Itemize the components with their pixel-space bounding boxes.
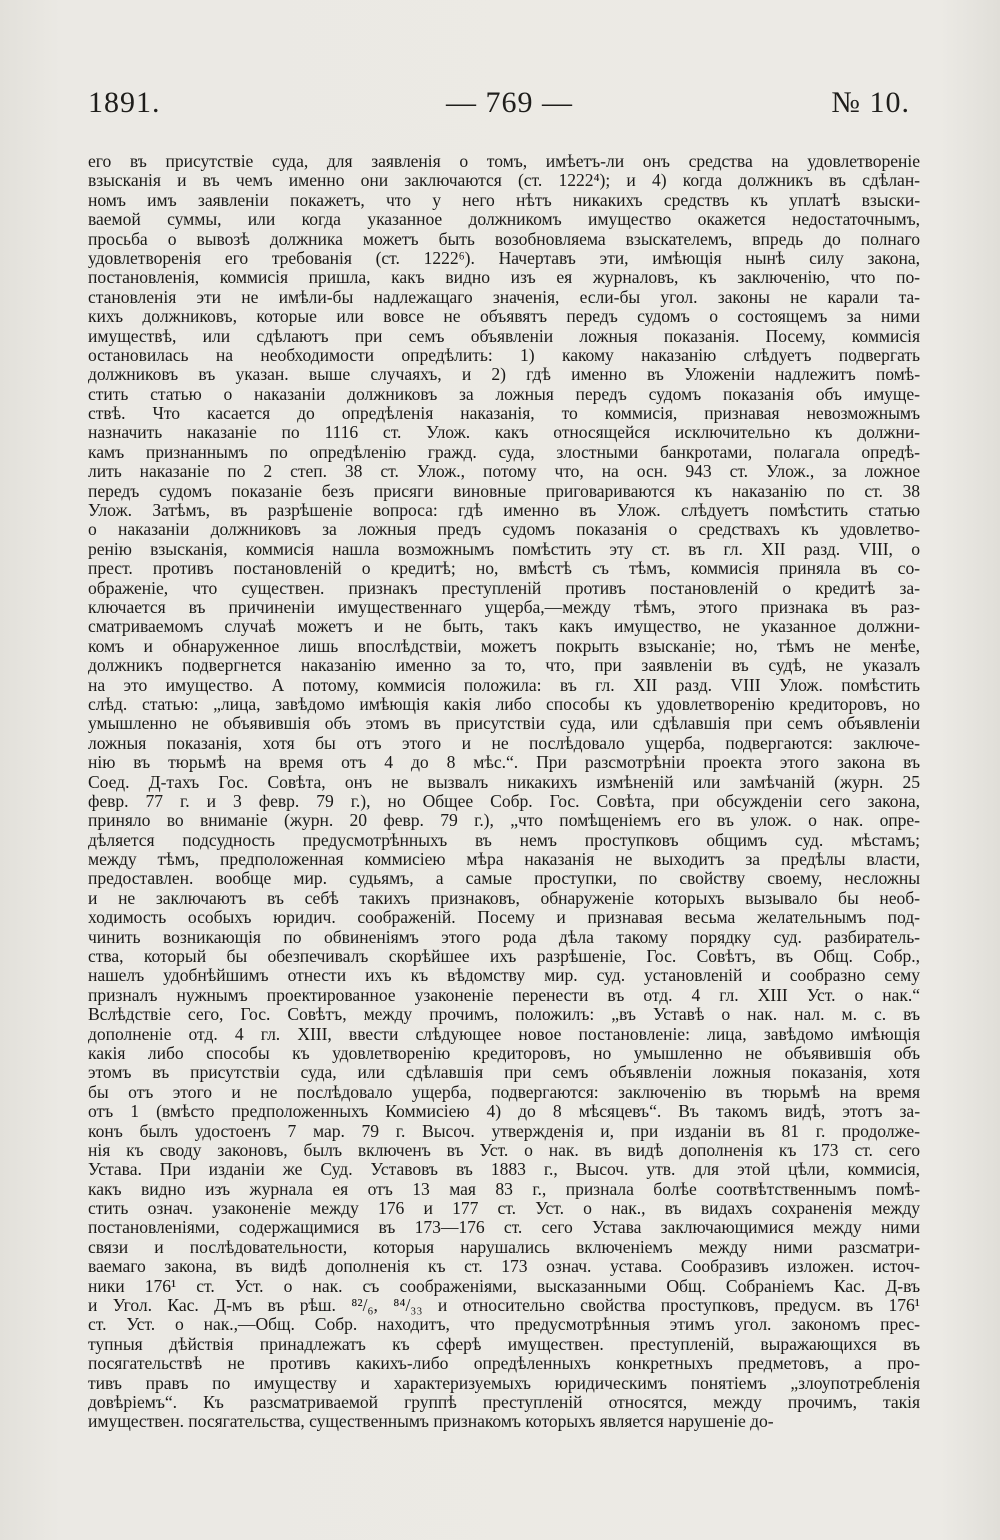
text-line: просьба о вывозѣ должника можетъ быть возобновляема взыскателемъ, впредь до полнаго bbox=[88, 229, 920, 249]
text-line: взысканія и въ чемъ именно они заключаются (ст. 1222⁴); и 4) когда должникъ въ сдѣлан- bbox=[88, 171, 920, 191]
text-line: отъ 1 (вмѣсто предположенныхъ Коммисіею 4) до 8 мѣсяцевъ“. Въ такомъ видѣ, этотъ за- bbox=[88, 1102, 920, 1122]
text-line: сматриваемомъ случаѣ можетъ и не быть, такъ какъ имущество, не указанное должни- bbox=[88, 617, 920, 637]
text-line: между тѣмъ, предположенная коммисіею мѣра наказанія не выходитъ за предѣлы власти, bbox=[88, 850, 920, 870]
text-line: этомъ въ присутствіи суда, или сдѣлавшія при семъ объявленіи ложныя показанія, хотя bbox=[88, 1063, 920, 1083]
text-line: назначить наказаніе по 1116 ст. Улож. какъ относящейся исключительно къ должни- bbox=[88, 423, 920, 443]
text-line: становленія эти не имѣли-бы надлежащаго значенія, если-бы угол. законы не карали та- bbox=[88, 287, 920, 307]
header-issue-number: № 10. bbox=[831, 86, 910, 119]
text-line: ображеніе, что существен. признакъ преступленій противъ постановленій о кредитѣ за- bbox=[88, 578, 920, 598]
text-line: имуществѣ, или сдѣлаютъ при семъ объявленіи ложныя показанія. Посему, коммисія bbox=[88, 326, 920, 346]
text-line: Вслѣдствіе сего, Гос. Совѣтъ, между прочимъ, положилъ: „въ Уставѣ о нак. нал. м. с. въ bbox=[88, 1005, 920, 1025]
text-line: довѣріемъ“. Къ разсматриваемой группѣ преступленій относятся, между прочимъ, такія bbox=[88, 1393, 920, 1412]
text-line: кихъ должниковъ, которые или вовсе не объявятъ передъ судомъ о состоящемъ за ними bbox=[88, 307, 920, 327]
text-line: передъ судомъ показаніе безъ присяги виновные приговариваются къ наказанію по ст. 38 bbox=[88, 481, 920, 501]
text-line: стить статью о наказаніи должниковъ за ложныя передъ судомъ показанія объ имуще- bbox=[88, 384, 920, 404]
text-line: какъ видно изъ журнала ея отъ 13 мая 83 г., признала болѣе соотвѣтственнымъ помѣ- bbox=[88, 1179, 920, 1199]
text-line: ваемой суммы, или когда указанное должникомъ имущество окажется недостаточнымъ, bbox=[88, 210, 920, 230]
text-line: февр. 77 г. и 3 февр. 79 г.), но Общее Собр. Гос. Совѣта, при обсужденіи сего закона, bbox=[88, 791, 920, 811]
text-line: постановленія, коммисія пришла, какъ видно изъ ея журналовъ, къ заключенію, что по- bbox=[88, 268, 920, 288]
text-line: умышленно не объявившія объ этомъ въ присутствіи суда, или сдѣлавшія при семъ объявленіи bbox=[88, 714, 920, 734]
text-line: о наказаніи должниковъ за ложныя предъ судомъ показанія о средствахъ къ удовлетво- bbox=[88, 520, 920, 540]
text-line: ключается въ причиненіи имущественнаго ущерба,—между тѣмъ, этого признака въ раз- bbox=[88, 597, 920, 617]
text-line: нія къ своду законовъ, былъ включенъ въ Уст. о нак. въ видѣ дополненія къ 173 ст. сего bbox=[88, 1140, 920, 1160]
text-line: ст. Уст. о нак.,—Общ. Собр. находитъ, что предусмотрѣнныя этимъ угол. закономъ прес- bbox=[88, 1315, 920, 1335]
body-text bbox=[88, 152, 920, 1432]
text-line: удовлетворенія его требованія (ст. 1222⁶). Начертавъ эти, имѣющія нынѣ силу закона, bbox=[88, 248, 920, 268]
text-line: какія либо способы къ удовлетворенію кредиторовъ, но умышленно не объявившія объ bbox=[88, 1043, 920, 1063]
text-line: предоставлен. вообще мир. судьямъ, а самые проступки, по свойству своему, несложны bbox=[88, 869, 920, 889]
text-line: и не заключаютъ въ себѣ такихъ признаковъ, обнаруженіе которыхъ вызывало бы необ- bbox=[88, 888, 920, 908]
text-line: остановилась на необходимости опредѣлить: 1) какому наказанію слѣдуетъ подвергать bbox=[88, 345, 920, 365]
text-line: ложныя показанія, хотя бы отъ этого и не послѣдовало ущерба, подвергаются: заключе- bbox=[88, 733, 920, 753]
text-line: конъ былъ удостоенъ 7 мар. 79 г. Высоч. утвержденія и, при изданіи въ 81 г. продолже- bbox=[88, 1121, 920, 1141]
text-line: посягательствѣ не противъ какихъ-либо опредѣленныхъ конкретныхъ предметовъ, а про- bbox=[88, 1354, 920, 1374]
text-line: призналъ нужнымъ проектированное узаконеніе перенести въ отд. 4 гл. XIII Уст. о нак.“ bbox=[88, 985, 920, 1005]
text-line: должникъ подвергнется наказанію именно за то, что, при заявленіи въ судѣ, не указалъ bbox=[88, 656, 920, 676]
text-line: Улож. Затѣмъ, въ разрѣшеніе вопроса: гдѣ именно въ Улож. слѣдуетъ помѣстить статью bbox=[88, 501, 920, 521]
text-line: его въ присутствіе суда, для заявленія о томъ, имѣетъ-ли онъ средства на удовлетвореніе bbox=[88, 152, 920, 171]
text-line: приняло во вниманіе (журн. 20 февр. 79 г.), „что помѣщеніемъ его въ улож. о нак. опре- bbox=[88, 811, 920, 831]
text-line: на это имущество. А потому, коммисія положила: въ гл. XII разд. VIII Улож. помѣстить bbox=[88, 675, 920, 695]
text-line: камъ признаннымъ по опредѣленію гражд. суда, злостными банкротами, полагала опредѣ- bbox=[88, 442, 920, 462]
text-line: бы отъ этого и не послѣдовало ущерба, подвергаются: заключенію въ тюрьмѣ на время bbox=[88, 1082, 920, 1102]
text-line: должниковъ въ указан. выше случаяхъ, и 2) гдѣ именно въ Уложеніи надлежитъ помѣ- bbox=[88, 365, 920, 385]
text-line: имуществен. посягательства, существеннымъ признакомъ которыхъ является нарушеніе до- bbox=[88, 1412, 774, 1432]
text-line: дѣляется подсудность предусмотрѣнныхъ въ немъ проступковъ общимъ суд. мѣстамъ; bbox=[88, 830, 920, 850]
text-line: нію въ тюрьмѣ на время отъ 4 до 8 мѣс.“. При разсмотрѣніи проекта этого закона въ bbox=[88, 753, 920, 773]
text-line: и Угол. Кас. Д-мъ въ рѣш. ⁸²/₆, ⁸⁴/₃₃ и относительно свойства проступковъ, предусм. въ 176¹ bbox=[88, 1296, 920, 1316]
text-line: дополненіе отд. 4 гл. XIII, ввести слѣдующее новое постановленіе: лица, завѣдомо имѣющія bbox=[88, 1024, 920, 1044]
text-line: постановленіями, содержащимися въ 173—176 ст. сего Устава заключающимися между ними bbox=[88, 1218, 920, 1238]
text-line: тивъ правъ по имуществу и характеризуемыхъ юридическимъ понятіемъ „злоупотребленія bbox=[88, 1373, 920, 1393]
text-line: номъ имъ заявленіи покажетъ, что у него нѣтъ никакихъ средствъ къ уплатѣ взыски- bbox=[88, 190, 920, 210]
text-line: тупныя дѣйствія принадлежатъ къ сферѣ имуществен. преступленій, выражающихся въ bbox=[88, 1334, 920, 1354]
text-line: комъ и обнаруженное лишь впослѣдствіи, можетъ покрыть взысканіе; но, тѣмъ не менѣе, bbox=[88, 636, 920, 656]
text-line: слѣд. статью: „лица, завѣдомо имѣющія какія либо способы къ удовлетворенію кредиторовъ, но bbox=[88, 694, 920, 714]
text-line: ствѣ. Что касается до опредѣленія наказанія, то коммисія, признавая невозможнымъ bbox=[88, 404, 920, 424]
text-line: ства, который бы обезпечивалъ скорѣйшее ихъ разрѣшеніе, Гос. Совѣтъ, въ Общ. Собр., bbox=[88, 947, 920, 967]
page-header bbox=[88, 86, 910, 126]
text-line: ваемаго закона, въ видѣ дополненія къ ст. 173 означ. устава. Сообразивъ изложен. источ- bbox=[88, 1257, 920, 1277]
text-line: нашелъ удобнѣйшимъ отнести ихъ къ вѣдомству мир. суд. установленій и сообразно сему bbox=[88, 966, 920, 986]
text-line: прест. противъ постановленій о кредитѣ; но, вмѣстѣ съ тѣмъ, коммисія приняла въ со- bbox=[88, 559, 920, 579]
text-line: связи и послѣдовательности, которыя нарушались включеніемъ между ними разсматри- bbox=[88, 1237, 920, 1257]
text-line: ходимость особыхъ юридич. соображеній. Посему и признавая весьма желательнымъ под- bbox=[88, 908, 920, 928]
text-line: ренію взысканія, коммисія нашла возможнымъ помѣстить эту ст. въ гл. XII разд. VIII, о bbox=[88, 539, 920, 559]
text-line: Устава. При изданіи же Суд. Уставовъ въ 1883 г., Высоч. утв. для этой цѣли, коммисія, bbox=[88, 1160, 920, 1180]
text-line: чинить возникающія по обвиненіямъ этого рода дѣла такому порядку суд. разбиратель- bbox=[88, 927, 920, 947]
header-page-number: — 769 — bbox=[446, 86, 573, 119]
text-line: Соед. Д-тахъ Гос. Совѣта, онъ не вызвалъ никакихъ измѣненій или замѣчаній (журн. 25 bbox=[88, 772, 920, 792]
text-line: лить наказаніе по 2 степ. 38 ст. Улож., потому что, на осн. 943 ст. Улож., за ложное bbox=[88, 462, 920, 482]
header-year: 1891. bbox=[88, 86, 161, 119]
text-line: стить означ. узаконеніе между 176 и 177 ст. Уст. о нак., въ видахъ сохраненія между bbox=[88, 1199, 920, 1219]
text-line: ники 176¹ ст. Уст. о нак. съ соображеніями, высказанными Общ. Собраніемъ Кас. Д-въ bbox=[88, 1276, 920, 1296]
